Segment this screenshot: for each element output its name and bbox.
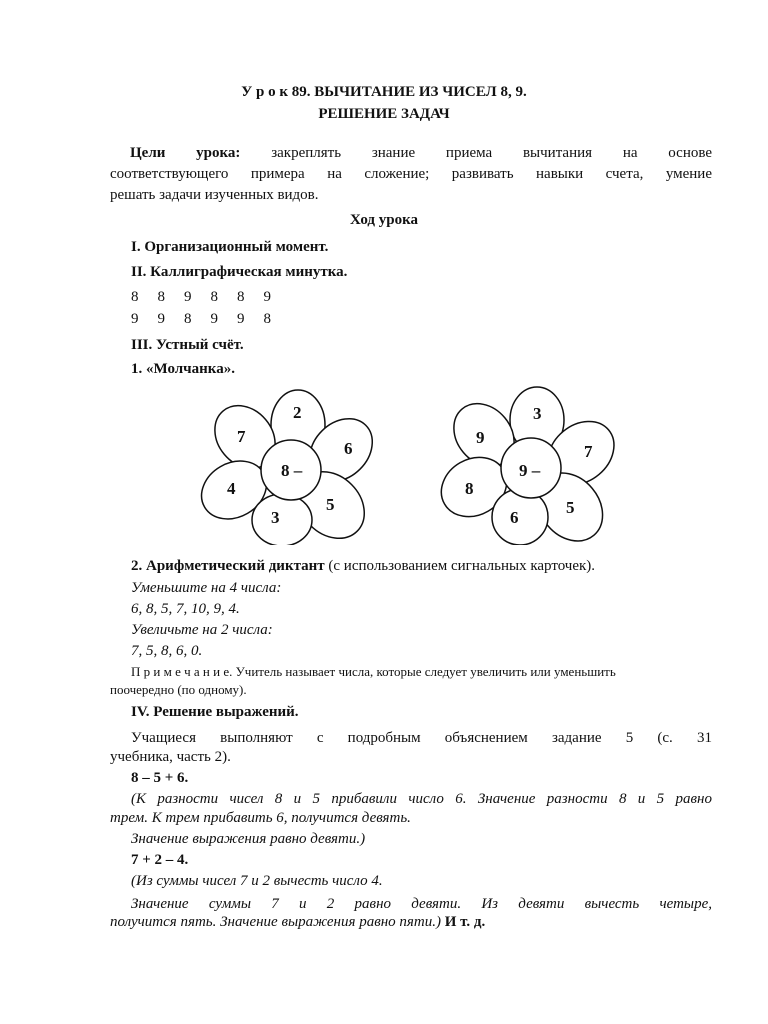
digit: 8 <box>184 311 192 327</box>
section-3-heading: III. Устный счёт. <box>131 337 244 353</box>
exercise-1-heading: 1. «Молчанка». <box>131 361 235 377</box>
flower-1-petal-3: 5 <box>326 495 335 514</box>
remark-text: Учитель называет числа, которые следует увеличить или уменьшить <box>232 664 616 679</box>
section-2-heading: II. Каллиграфическая минутка. <box>131 264 348 280</box>
lesson-flow-heading: Ход урока <box>349 212 419 228</box>
flower-1-petal-5: 4 <box>227 479 236 498</box>
section-1-heading: I. Организационный момент. <box>131 239 329 255</box>
digit: 8 <box>237 289 245 305</box>
digit: 9 <box>131 311 139 327</box>
expression-2-explanation-line3 <box>110 914 485 931</box>
digit: 9 <box>210 311 218 327</box>
goals-text-1: закреплять знание приема вычитания на основе <box>271 145 712 161</box>
etc-text: И т. д. <box>440 914 486 930</box>
flower-1 <box>191 390 385 545</box>
flower-2-petal-3: 5 <box>566 498 575 517</box>
flower-1-petal-6: 7 <box>237 427 246 446</box>
lesson-title: 89. ВЫЧИТАНИЕ ИЗ ЧИСЕЛ 8, 9. <box>288 84 527 100</box>
goals-line1 <box>110 143 712 164</box>
exercise-2-title: 2. Арифметический диктант <box>131 558 325 574</box>
flower-2-petal-4: 6 <box>510 508 519 527</box>
expression-1-explanation-line3: Значение выражения равно девяти.) <box>131 831 366 847</box>
decrease-values: 6, 8, 5, 7, 10, 9, 4. <box>131 601 240 617</box>
exercise-2-heading <box>131 558 595 575</box>
decrease-label: Уменьшите на 4 числа: <box>131 580 282 596</box>
calligraphy-row-1 <box>131 289 290 306</box>
expressions-intro-line2: учебника, часть 2). <box>110 749 231 765</box>
goals-line3: решать задачи изученных видов. <box>110 187 319 203</box>
digit: 9 <box>184 289 192 305</box>
expressions-intro-line1: Учащиеся выполняют с подробным объяснением задание 5 (с. 31 <box>131 730 712 746</box>
flower-1-petal-2: 6 <box>344 439 353 458</box>
flowers-illustration <box>0 385 768 545</box>
expression-1-explanation-line1: (К разности чисел 8 и 5 прибавили число 6. Значение разности 8 и 5 равно <box>131 791 712 807</box>
expression-2-explanation-end: получится пять. Значение выражения равно пяти.) <box>110 914 441 930</box>
flower-2-petal-2: 7 <box>584 442 593 461</box>
flower-1-center: 8 – <box>281 461 303 480</box>
flower-2-petal-5: 8 <box>465 479 474 498</box>
page-title-line2: РЕШЕНИЕ ЗАДАЧ <box>318 106 450 122</box>
increase-label: Увеличьте на 2 числа: <box>131 622 273 638</box>
exercise-2-note: (с использованием сигнальных карточек). <box>324 558 596 574</box>
expression-2-explanation-line1: (Из суммы чисел 7 и 2 вычесть число 4. <box>131 873 383 889</box>
digit: 8 <box>157 289 165 305</box>
digit: 8 <box>263 311 271 327</box>
increase-values: 7, 5, 8, 6, 0. <box>131 643 203 659</box>
flower-2-petal-6: 9 <box>476 428 485 447</box>
expression-2: 7 + 2 – 4. <box>131 852 189 868</box>
remark-label: П р и м е ч а н и е. <box>131 664 233 679</box>
expression-2-explanation-line2: Значение суммы 7 и 2 равно девяти. Из девяти вычесть четыре, <box>131 896 712 912</box>
section-4-heading: IV. Решение выражений. <box>131 704 299 720</box>
lesson-word: У р о к <box>241 84 289 100</box>
flower-2-petal-1: 3 <box>533 404 542 423</box>
digit: 8 <box>131 289 139 305</box>
remark-line1 <box>131 664 616 680</box>
digit: 9 <box>237 311 245 327</box>
flower-1-petal-1: 2 <box>293 403 302 422</box>
remark-line2: поочередно (по одному). <box>110 682 247 697</box>
expression-1: 8 – 5 + 6. <box>131 770 189 786</box>
goals-label: Цели урока: <box>130 145 241 161</box>
digit: 9 <box>263 289 271 305</box>
flower-2 <box>431 387 627 545</box>
digit: 9 <box>157 311 165 327</box>
goals-line2: соответствующего примера на сложение; развивать навыки счета, умение <box>110 166 712 182</box>
flower-1-petal-4: 3 <box>271 508 280 527</box>
digit: 8 <box>210 289 218 305</box>
calligraphy-row-2 <box>131 311 290 328</box>
flower-2-center: 9 – <box>519 461 541 480</box>
expression-1-explanation-line2: трем. К трем прибавить 6, получится девять. <box>110 810 411 826</box>
page-title-line1 <box>0 84 768 101</box>
